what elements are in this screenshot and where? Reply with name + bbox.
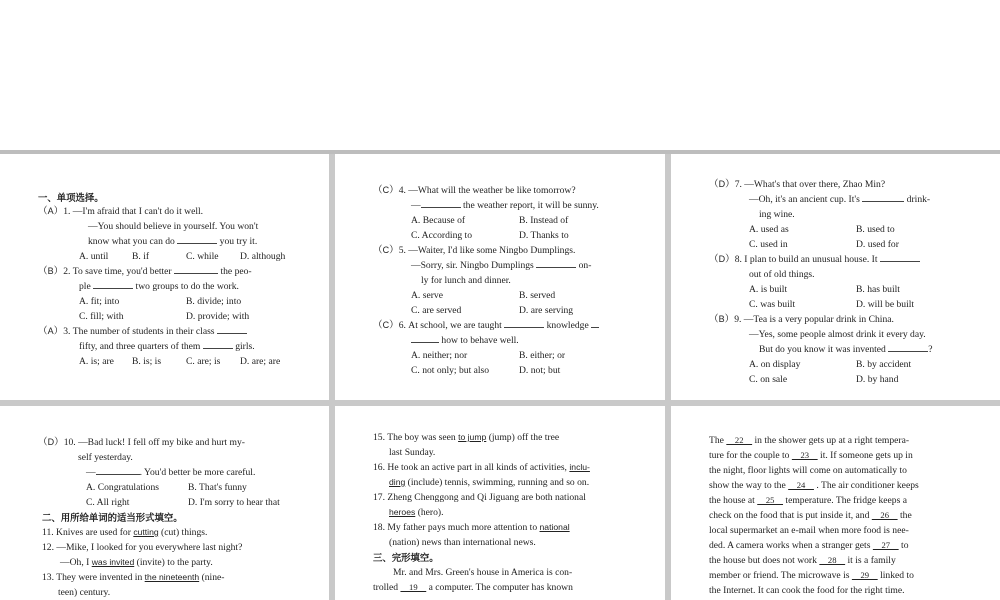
question-17-line2: heroes (hero). [389,507,444,518]
question-5: （C）5. —Waiter, I'd like some Ningbo Dumplings. [373,245,576,256]
question-10-line3: — . You'd better be more careful. [86,467,256,478]
answer-4: C [382,185,390,195]
question-1: （A）1. —I'm afraid that I can't do it well. [38,206,204,217]
option-d: D. used for [856,239,899,250]
option-c: C. while [186,251,219,262]
option-a: A. Congratulations [86,482,160,493]
option-a: A. on display [749,359,801,370]
page-panel-5 [335,406,665,600]
cloze-blank: 22 [726,435,753,445]
question-10-line2: self yesterday. [78,452,133,463]
filled-answer: heroes [389,507,416,517]
question-12-line2: —Oh, I was invited (invite) to the party. [60,557,213,568]
option-d: D. by hand [856,374,899,385]
option-b: B. by accident [856,359,912,370]
option-a: A. fit; into [79,296,120,307]
answer-blank [862,192,904,202]
cloze-blank: 23 [791,450,818,460]
question-3: （A）3. The number of students in their class [38,324,247,339]
question-8: （D）8. I plan to build an unusual house. It [709,252,920,267]
answer-blank [591,318,599,328]
question-3-line2: fifty, and three quarters of them girls. [79,341,255,352]
passage-line: the Internet. It can cook the food for the right time. [709,585,905,596]
question-2: （B）2. To save time, you'd better the peo- [38,266,252,277]
option-c: C. All right [86,497,130,508]
question-18: 18. My father pays much more attention to national [373,522,570,533]
question-4-line2: — the weather report, it will be sunny. [411,200,599,211]
filled-answer: cutting [133,527,159,537]
option-a: A. is built [749,284,788,295]
page-panel-2 [335,154,665,400]
option-c: C. not only; but also [411,365,490,376]
option-d: D. are serving [519,305,574,316]
passage-line: ded. A camera works when a stranger gets 27 to [709,540,909,551]
answer-blank [504,318,544,328]
question-5-line2: —Sorry, sir. Ningbo Dumplings on- [411,260,592,271]
cloze-blank: 19 [400,582,427,592]
filled-answer: national [539,522,570,532]
option-b: B. used to [856,224,895,235]
option-c: C. are served [411,305,462,316]
option-a: A. until [79,251,109,262]
question-4: （C）4. —What will the weather be like tomorrow? [373,185,576,196]
answer-blank [203,339,233,349]
passage-line: the house but does not work 28 it is a family [709,555,896,566]
option-c: C. was built [749,299,796,310]
page-panel-1 [0,154,329,400]
option-b: B. either; or [519,350,566,361]
option-a: A. is; are [79,356,114,367]
question-11: 11. Knives are used for cutting (cut) things. [42,527,208,538]
option-d: D. not; but [519,365,561,376]
option-b: B. is; is [132,356,162,367]
answer-blank [174,264,218,274]
passage-line: show the way to the 24 . The air conditioner keeps [709,480,919,491]
filled-answer: the nineteenth [144,572,200,582]
section-heading: 三、完形填空。 [373,552,439,563]
question-5-line3: ly for lunch and dinner. [421,275,511,286]
cloze-blank: 26 [871,510,898,520]
cloze-blank: 27 [872,540,899,550]
answer-blank [888,342,928,352]
answer-blank [536,258,576,268]
cloze-blank: 29 [851,570,878,580]
filled-answer: was invited [91,557,135,567]
passage-line: member or friend. The microwave is 29 linked to [709,570,914,581]
question-16: 16. He took an active part in all kinds of activities, inclu- [373,462,590,473]
answer-8: D [718,254,726,264]
question-1-line2: —You should believe in yourself. You won't [88,221,259,232]
filled-answer: to jump [458,432,487,442]
page-panel-6 [671,406,1000,600]
question-6-line2: how to behave well. [411,333,519,348]
option-a: A. neither; nor [411,350,468,361]
cloze-blank: 24 [788,480,814,490]
answer-blank [217,324,247,334]
answer-7: D [718,179,726,189]
option-c: C. fill; with [79,311,124,322]
filled-answer: inclu- [569,462,590,472]
question-15: 15. The boy was seen to jump (jump) off the tree [373,432,560,443]
option-d: D. will be built [856,299,915,310]
answer-blank [880,252,920,262]
option-d: D. I'm sorry to hear that [188,497,280,508]
page-panel-3 [671,154,1000,400]
option-c: C. According to [411,230,473,241]
passage-line: ture for the couple to 23 it. If someone gets up in [709,450,913,461]
option-b: B. if [132,251,150,262]
option-c: C. are; is [186,356,221,367]
answer-3: A [47,326,54,336]
question-12: 12. —Mike, I looked for you everywhere last night? [42,542,243,553]
option-d: D. Thanks to [519,230,569,241]
filled-answer: ding [389,477,406,487]
blank-top-area [0,0,1000,150]
page-panel-4 [0,406,329,600]
answer-5: C [382,245,390,255]
option-b: B. divide; into [186,296,242,307]
option-b: B. Instead of [519,215,569,226]
question-8-line2: out of old things. [749,269,815,280]
answer-blank [177,234,217,244]
answer-9: B [718,314,725,324]
question-1-text: 1. —I'm afraid that I can't do it well. [63,206,204,217]
answer-6: C [382,320,390,330]
passage-line: the house at 25 temperature. The fridge keeps a [709,495,907,506]
option-b: B. That's funny [188,482,247,493]
passage-line: local supermarket an e-mail when more food is nee- [709,525,909,536]
option-a: A. used as [749,224,789,235]
passage-line: the night, floor lights will come on automatically to [709,465,907,476]
option-b: B. served [519,290,556,301]
option-c: C. on sale [749,374,788,385]
question-6: （C）6. At school, we are taught knowledge [373,318,599,333]
question-9: （B）9. —Tea is a very popular drink in China. [709,314,894,325]
question-7-line2: —Oh, it's an ancient cup. It's drink- [749,194,931,205]
question-15-line2: last Sunday. [389,447,436,458]
cloze-blank: 25 [757,495,784,505]
option-d: D. although [240,251,286,262]
question-13-line2: teen) century. [58,587,111,598]
section-heading: 一、单项选择。 [38,192,104,203]
answer-blank [411,333,439,343]
cloze-blank: 28 [819,555,846,565]
option-b: B. has built [856,284,900,295]
answer-10: D [47,437,55,447]
question-2-line2: ple two groups to do the work. [79,281,239,292]
question-7-line3: ing wine. [759,209,795,220]
answer-blank [93,279,133,289]
option-a: A. Because of [411,215,466,226]
passage-line: check on the food that is put inside it, and 26 the [709,510,912,521]
answer-2: B [47,266,54,276]
answer-blank [96,465,140,475]
question-9-line2: —Yes, some people almost drink it every day. [749,329,926,340]
option-d: D. are; are [240,356,281,367]
question-1-line3: know what you can do you try it. [88,236,258,247]
question-17: 17. Zheng Chenggong and Qi Jiguang are both national [373,492,586,503]
option-a: A. serve [411,290,443,301]
question-7: （D）7. —What's that over there, Zhao Min? [709,179,886,190]
answer-blank [421,198,461,208]
passage-line: trolled 19 a computer. The computer has known [373,582,573,593]
option-c: C. used in [749,239,788,250]
question-9-line3: But do you know it was invented ? [759,344,933,355]
question-16-line2: ding (include) tennis, swimming, running and so on. [389,477,590,488]
option-d: D. provide; with [186,311,250,322]
passage-line: Mr. and Mrs. Green's house in America is con- [393,567,573,578]
passage-line: The 22 in the shower gets up at a right tempera- [709,435,910,446]
question-13: 13. They were invented in the nineteenth (nine- [42,572,225,583]
section-heading: 二、用所给单词的适当形式填空。 [42,512,183,523]
answer-1: A [47,206,54,216]
question-10: （D）10. —Bad luck! I fell off my bike and hurt my- [38,437,245,448]
question-18-line2: (nation) news than international news. [389,537,536,548]
